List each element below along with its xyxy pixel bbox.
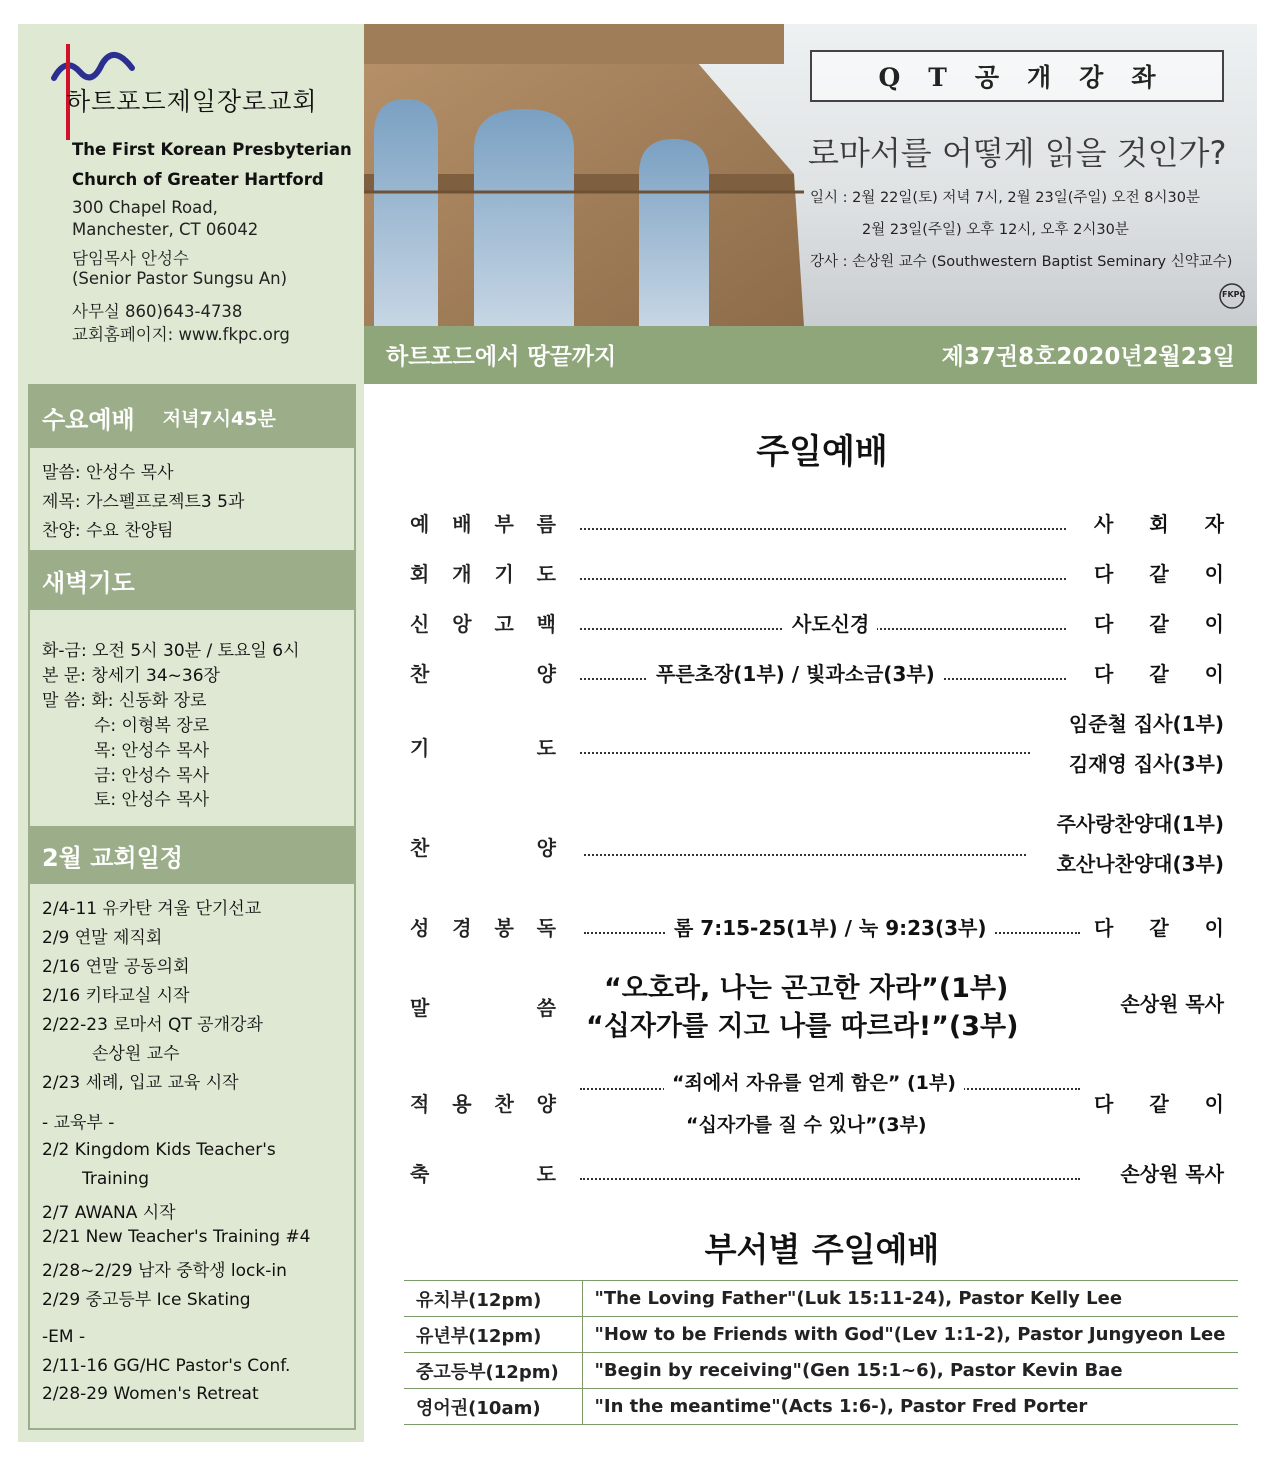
hymn-1: “죄에서 자유를 얻게 함은” (1부) <box>664 1068 964 1095</box>
schedule-line: - 교육부 - <box>42 1113 115 1133</box>
order-leader: 다 같 이 <box>1094 562 1224 586</box>
address-line-1: 300 Chapel Road, <box>72 198 218 217</box>
address-line-2: Manchester, CT 06042 <box>72 220 259 239</box>
order-row <box>404 508 1234 538</box>
order-label: 신 앙 고 백 <box>410 612 556 636</box>
order-label: 적 용 찬 양 <box>410 1092 556 1116</box>
schedule-title: 2월 교회일정 <box>42 843 183 872</box>
lecture-title: 로마서를 어떻게 읽을 것인가? <box>808 134 1227 172</box>
schedule-line: 2/2 Kingdom Kids Teacher's <box>42 1140 276 1160</box>
senior-pastor-english: (Senior Pastor Sungsu An) <box>72 269 288 288</box>
schedule-line: 2/28~2/29 남자 중학생 lock-in <box>42 1261 287 1281</box>
sermon-title-2: “십자가를 지고 나를 따르라!”(3부) <box>586 1011 1019 1042</box>
lecture-date-1: 일시 : 2월 22일(토) 저녁 7시, 2월 23일(주일) 오전 8시30분 <box>810 190 1200 206</box>
order-content: 푸른초장(1부) / 빛과소금(3부) <box>648 658 943 687</box>
order-label: 예 배 부 름 <box>410 512 556 536</box>
dotted-leader <box>580 1178 1080 1180</box>
order-row <box>404 708 1234 784</box>
schedule-line: Training <box>82 1169 150 1189</box>
order-content: 사도신경 <box>784 608 877 637</box>
order-label: 축 도 <box>410 1162 556 1186</box>
wednesday-line: 제목: 가스펠프로젝트3 5과 <box>42 492 245 512</box>
schedule-line: 2/4-11 유카탄 겨울 단기선교 <box>42 899 262 919</box>
department-detail: "Begin by receiving"(Gen 15:1~6), Pastor Kevin Bae <box>582 1353 1238 1389</box>
wednesday-title: 수요예배 <box>42 405 135 434</box>
hymn-2: “십자가를 질 수 있나”(3부) <box>678 1110 935 1137</box>
wednesday-service-body <box>30 448 354 550</box>
order-leader: 사 회 자 <box>1094 512 1224 536</box>
department-name: 중고등부(12pm) <box>404 1353 582 1389</box>
schedule-line: 2/29 중고등부 Ice Skating <box>42 1290 251 1310</box>
church-name-english-1: The First Korean Presbyterian <box>72 140 352 159</box>
church-name-english-2: Church of Greater Hartford <box>72 170 324 189</box>
wednesday-line: 찬양: 수요 찬양팀 <box>42 521 174 541</box>
department-detail: "How to be Friends with God"(Lev 1:1-2), Pastor Jungyeon Lee <box>582 1317 1238 1353</box>
order-row <box>404 558 1234 588</box>
fkpc-badge: FKPC <box>1222 290 1246 299</box>
order-leader: 다 같 이 <box>1094 612 1224 636</box>
dotted-leader <box>580 752 1030 754</box>
sidebar-announcements <box>28 384 356 1430</box>
schedule-line: 2/23 세례, 입교 교육 시작 <box>42 1073 239 1093</box>
dotted-leader <box>580 578 1066 580</box>
order-row <box>404 608 1234 638</box>
lecture-date-2: 2월 23일(주일) 오후 12시, 오후 2시30분 <box>862 222 1129 238</box>
order-label: 찬 양 <box>410 662 556 686</box>
schedule-line: -EM - <box>42 1327 86 1347</box>
dawn-line: 목: 안성수 목사 <box>94 741 210 761</box>
church-motto: 하트포드에서 땅끝까지 <box>386 344 617 370</box>
order-row <box>404 808 1234 884</box>
schedule-line: 2/22-23 로마서 QT 공개강좌 <box>42 1015 263 1035</box>
table-row <box>404 1317 1238 1353</box>
schedule-line: 2/16 키타교실 시작 <box>42 986 190 1006</box>
order-row <box>404 966 1234 1046</box>
schedule-line: 2/11-16 GG/HC Pastor's Conf. <box>42 1356 291 1376</box>
church-name-korean: 하트포드제일장로교회 <box>66 87 318 116</box>
schedule-line: 2/21 New Teacher's Training #4 <box>42 1227 311 1247</box>
schedule-line: 손상원 교수 <box>92 1044 180 1064</box>
department-services-title: 부서별 주일예배 <box>704 1230 940 1269</box>
table-row <box>404 1389 1238 1425</box>
schedule-line: 2/7 AWANA 시작 <box>42 1203 176 1223</box>
dawn-line: 금: 안성수 목사 <box>94 766 210 786</box>
order-row <box>404 912 1234 942</box>
office-phone: 사무실 860)643-4738 <box>72 302 243 321</box>
department-name: 유치부(12pm) <box>404 1281 582 1317</box>
wednesday-line: 말씀: 안성수 목사 <box>42 463 174 483</box>
sermon-title-1: “오호라, 나는 곤고한 자라”(1부) <box>604 973 1009 1004</box>
dawn-prayer-header <box>30 550 354 610</box>
order-leader: 임준철 집사(1부) <box>1068 712 1224 736</box>
order-row <box>404 1068 1234 1138</box>
schedule-line: 2/28-29 Women's Retreat <box>42 1384 259 1404</box>
order-label: 성 경 봉 독 <box>410 916 556 940</box>
lecture-speaker: 강사 : 손상원 교수 (Southwestern Baptist Seminary 신약교수) <box>810 254 1233 270</box>
schedule-body <box>30 884 354 1428</box>
benediction-leader: 손상원 목사 <box>1120 1162 1224 1186</box>
church-info-panel <box>18 24 364 1442</box>
dotted-leader <box>580 528 1066 530</box>
order-leader: 다 같 이 <box>1094 916 1224 940</box>
wednesday-time: 저녁7시45분 <box>162 407 276 430</box>
dawn-line: 말 씀: 화: 신동화 장로 <box>42 691 207 711</box>
order-label: 기 도 <box>410 736 556 760</box>
department-detail: "The Loving Father"(Luk 15:11-24), Pastor Kelly Lee <box>582 1281 1238 1317</box>
order-label: 회 개 기 도 <box>410 562 556 586</box>
department-detail: "In the meantime"(Acts 1:6-), Pastor Fred Porter <box>582 1389 1238 1425</box>
dawn-line: 본 문: 창세기 34~36장 <box>42 666 220 686</box>
table-row <box>404 1353 1238 1389</box>
preacher: 손상원 목사 <box>1120 992 1224 1016</box>
order-leader: 주사랑찬양대(1부) <box>1056 812 1224 836</box>
dawn-prayer-body <box>30 610 354 826</box>
sunday-service-title: 주일예배 <box>756 432 888 472</box>
order-leader: 호산나찬양대(3부) <box>1056 852 1224 876</box>
order-row <box>404 1158 1234 1188</box>
department-name: 유년부(12pm) <box>404 1317 582 1353</box>
schedule-line: 2/16 연말 공동의회 <box>42 957 190 977</box>
bulletin-band <box>364 326 1257 384</box>
qt-lecture-title-box: QT공개강좌 <box>810 50 1224 102</box>
order-label: 말 씀 <box>410 996 556 1020</box>
dawn-title: 새벽기도 <box>42 568 135 597</box>
wednesday-service-header <box>30 386 354 448</box>
order-content: 롬 7:15-25(1부) / 눅 9:23(3부) <box>666 912 994 941</box>
order-label: 찬 양 <box>410 836 556 860</box>
homepage[interactable]: 교회홈페이지: www.fkpc.org <box>72 325 290 344</box>
schedule-line: 2/9 연말 제직회 <box>42 928 163 948</box>
senior-pastor-korean: 담임목사 안성수 <box>72 249 189 268</box>
order-leader: 다 같 이 <box>1094 1092 1224 1116</box>
dawn-line: 수: 이형복 장로 <box>94 716 210 736</box>
department-name: 영어권(10am) <box>404 1389 582 1425</box>
table-row <box>404 1281 1238 1317</box>
hero-banner <box>364 24 1257 326</box>
order-leader: 김재영 집사(3부) <box>1068 752 1224 776</box>
issue-info: 제37권8호2020년2월23일 <box>941 344 1235 370</box>
department-services-table <box>404 1280 1238 1425</box>
order-row <box>404 658 1234 688</box>
schedule-header <box>30 826 354 884</box>
order-leader: 다 같 이 <box>1094 662 1224 686</box>
dotted-leader <box>584 854 1026 856</box>
dawn-line: 토: 안성수 목사 <box>94 790 210 810</box>
main-content <box>404 384 1240 1444</box>
dawn-line: 화-금: 오전 5시 30분 / 토요일 6시 <box>42 641 300 661</box>
